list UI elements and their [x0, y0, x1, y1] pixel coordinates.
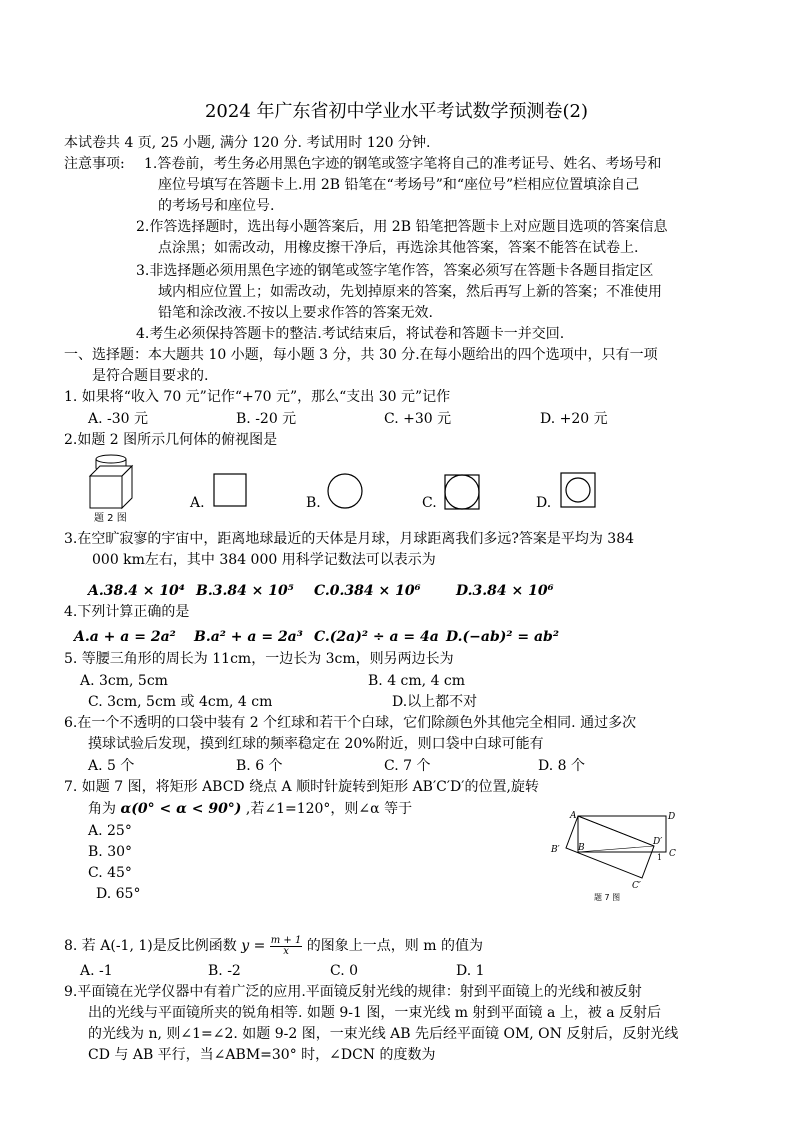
q3-option-c: C.0.384 × 10⁶ [314, 583, 421, 599]
q4-option-d: D.(−ab)² = ab² [446, 629, 559, 645]
q3-options [0, 582, 793, 600]
q1-option-c: C. +30 元 [384, 411, 452, 427]
q3-option-d: D.3.84 × 10⁶ [456, 583, 554, 599]
q2-option-b: B. [306, 495, 321, 511]
q1-option-d: D. +20 元 [540, 411, 608, 427]
q5-option-b: B. 4 cm, 4 cm [368, 673, 466, 689]
q5-options-row-1 [0, 672, 793, 690]
q4-option-b: B.a² + a = 2a³ [194, 629, 303, 645]
section-1-heading: 一、选择题：本大题共 10 小题，每小题 3 分，共 30 分.在每小题给出的四个选项中，只有一项 [64, 347, 658, 363]
q7-rotation-figure [548, 808, 688, 904]
page-title: 2024 年广东省初中学业水平考试数学预测卷(2) [204, 101, 589, 122]
q7-label-a: A [570, 811, 577, 821]
section-1-heading-cont: 是符合题目要求的. [92, 368, 209, 384]
q7-label-b-prime: B′ [551, 845, 560, 855]
note-3-line-1: 3.非选择题必须用黑色字迹的钢笔或签字笔作答，答案必须写在答题卡各题目指定区 [136, 263, 654, 279]
q7-stem-line-2 [88, 800, 412, 818]
q8-stem [64, 935, 483, 957]
q1-option-a: A. -30 元 [88, 411, 149, 427]
q3-stem-line-1: 3.在空旷寂寥的宇宙中，距离地球最近的天体是月球，月球距离我们多远?答案是平均为 384 [64, 531, 635, 547]
note-3-line-2: 域内相应位置上；如需改动，先划掉原来的答案，然后再写上新的答案；不准使用 [158, 284, 662, 300]
q7-figure-caption: 题 7 图 [594, 893, 621, 902]
q9-stem-line-4: CD 与 AB 平行，当∠ABM=30° 时，∠DCN 的度数为 [88, 1047, 436, 1063]
q2-stem: 2.如题 2 图所示几何体的俯视图是 [64, 432, 278, 448]
note-2-line-2: 点涂黑；如需改动，用橡皮擦干净后，再选涂其他答案，答案不能答在试卷上. [158, 240, 639, 256]
q6-options [0, 757, 793, 775]
q7-stem-angle-label: 角为 [88, 801, 116, 817]
q2-option-d: D. [536, 495, 552, 511]
q8-option-a: A. -1 [80, 963, 113, 979]
q7-label-d-prime: D′ [653, 837, 663, 847]
q1-options [0, 410, 793, 428]
q8-option-c: C. 0 [330, 963, 359, 979]
note-1-line-1: 1.答卷前，考生务必用黑色字迹的钢笔或签字笔将自己的准考证号、姓名、考场号和 [144, 156, 662, 172]
q7-option-c: C. 45° [88, 865, 132, 881]
q7-label-d: D [668, 812, 676, 822]
q2-figure-caption: 题 2 图 [94, 513, 127, 524]
q2-option-a: A. [190, 495, 205, 511]
q4-options [0, 628, 793, 646]
note-1-line-2: 座位号填写在答题卡上.用 2B 铅笔在“考场号”和“座位号”栏相应位置填涂自己 [158, 177, 640, 193]
q9-stem-line-3: 的光线为 n, 则∠1=∠2. 如题 9-2 图，一束光线 AB 先后经平面镜 OM, ON 反射后，反射光线 [88, 1026, 679, 1042]
q2-square-small-circle-option [558, 470, 598, 510]
q2-square-option [212, 472, 248, 508]
q6-stem-line-1: 6.在一个不透明的口袋中装有 2 个红球和若干个白球，它们除颜色外其他完全相同. 通过多次 [64, 715, 637, 731]
notes-label: 注意事项: [64, 156, 125, 172]
q4-stem: 4.下列计算正确的是 [64, 604, 190, 620]
q7-label-c: C [669, 849, 676, 859]
q6-option-d: D. 8 个 [538, 758, 585, 774]
q5-option-a: A. 3cm, 5cm [80, 673, 168, 689]
note-4-line-1: 4.考生必须保持答题卡的整洁.考试结束后，将试卷和答题卡一并交回. [136, 326, 565, 342]
q7-option-d: D. 65° [96, 886, 141, 902]
q2-circle-option [326, 472, 364, 510]
q7-angle-range: α(0° < α < 90°) [120, 801, 242, 817]
q6-option-c: C. 7 个 [384, 758, 431, 774]
q7-label-angle-1: 1 [657, 853, 663, 862]
q5-option-c: C. 3cm, 5cm 或 4cm, 4 cm [88, 694, 273, 710]
q8-options [0, 962, 793, 980]
q4-option-a: A.a + a = 2a² [74, 629, 176, 645]
q7-option-b: B. 30° [88, 844, 133, 860]
q8-stem-prefix: 8. 若 A(-1, 1)是反比例函数 [64, 938, 237, 954]
q8-fraction [270, 936, 303, 957]
q5-options-row-2 [0, 693, 793, 711]
q2-square-circle-option [442, 472, 482, 512]
note-1-line-3: 的考场号和座位号. [158, 198, 275, 214]
q2-option-c: C. [422, 495, 437, 511]
q5-stem: 5. 等腰三角形的周长为 11cm，一边长为 3cm，则另两边长为 [64, 651, 454, 667]
q6-option-a: A. 5 个 [88, 758, 135, 774]
note-2-line-1: 2.作答选择题时，选出每小题答案后，用 2B 铅笔把答题卡上对应题目选项的答案信息 [136, 219, 668, 235]
q9-stem-line-2: 出的光线与平面镜所夹的锐角相等. 如题 9-1 图，一束光线 m 射到平面镜 a 上，被 a 反射后 [88, 1005, 662, 1021]
q6-option-b: B. 6 个 [236, 758, 283, 774]
note-3-line-3: 铅笔和涂改液.不按以上要求作答的答案无效. [158, 305, 433, 321]
q7-label-b: B [578, 843, 585, 853]
exam-intro: 本试卷共 4 页, 25 小题, 满分 120 分. 考试用时 120 分钟. [64, 135, 431, 151]
q8-option-d: D. 1 [456, 963, 485, 979]
q1-stem: 1. 如果将“收入 70 元”记作“+70 元”，那么“支出 30 元”记作 [64, 389, 451, 405]
q3-option-b: B.3.84 × 10⁵ [196, 583, 294, 599]
q8-fraction-denominator: x [283, 945, 289, 957]
q6-stem-line-2: 摸球试验后发现，摸到红球的频率稳定在 20%附近，则口袋中白球可能有 [88, 736, 544, 752]
q7-label-c-prime: C′ [632, 881, 641, 891]
q8-fraction-numerator: m + 1 [270, 934, 302, 946]
q9-stem-line-1: 9.平面镜在光学仪器中有着广泛的应用.平面镜反射光线的规律：射到平面镜上的光线和被反射 [64, 984, 642, 1000]
q7-option-a: A. 25° [88, 823, 132, 839]
q7-stem-condition: ,若∠1=120°，则∠α 等于 [245, 801, 413, 817]
q8-function-lhs: y = [241, 938, 266, 954]
q2-solid-figure [84, 452, 144, 524]
q8-option-b: B. -2 [208, 963, 241, 979]
q5-option-d: D.以上都不对 [392, 694, 478, 710]
q1-option-b: B. -20 元 [236, 411, 297, 427]
q3-stem-line-2: 000 km左右，其中 384 000 用科学记数法可以表示为 [92, 552, 436, 568]
q8-stem-suffix: 的图象上一点，则 m 的值为 [306, 938, 483, 954]
q7-stem-line-1: 7. 如题 7 图，将矩形 ABCD 绕点 A 顺时针旋转到矩形 AB′C′D′的位置,旋转 [64, 779, 539, 795]
q3-option-a: A.38.4 × 10⁴ [88, 583, 185, 599]
q4-option-c: C.(2a)² ÷ a = 4a [314, 629, 439, 645]
